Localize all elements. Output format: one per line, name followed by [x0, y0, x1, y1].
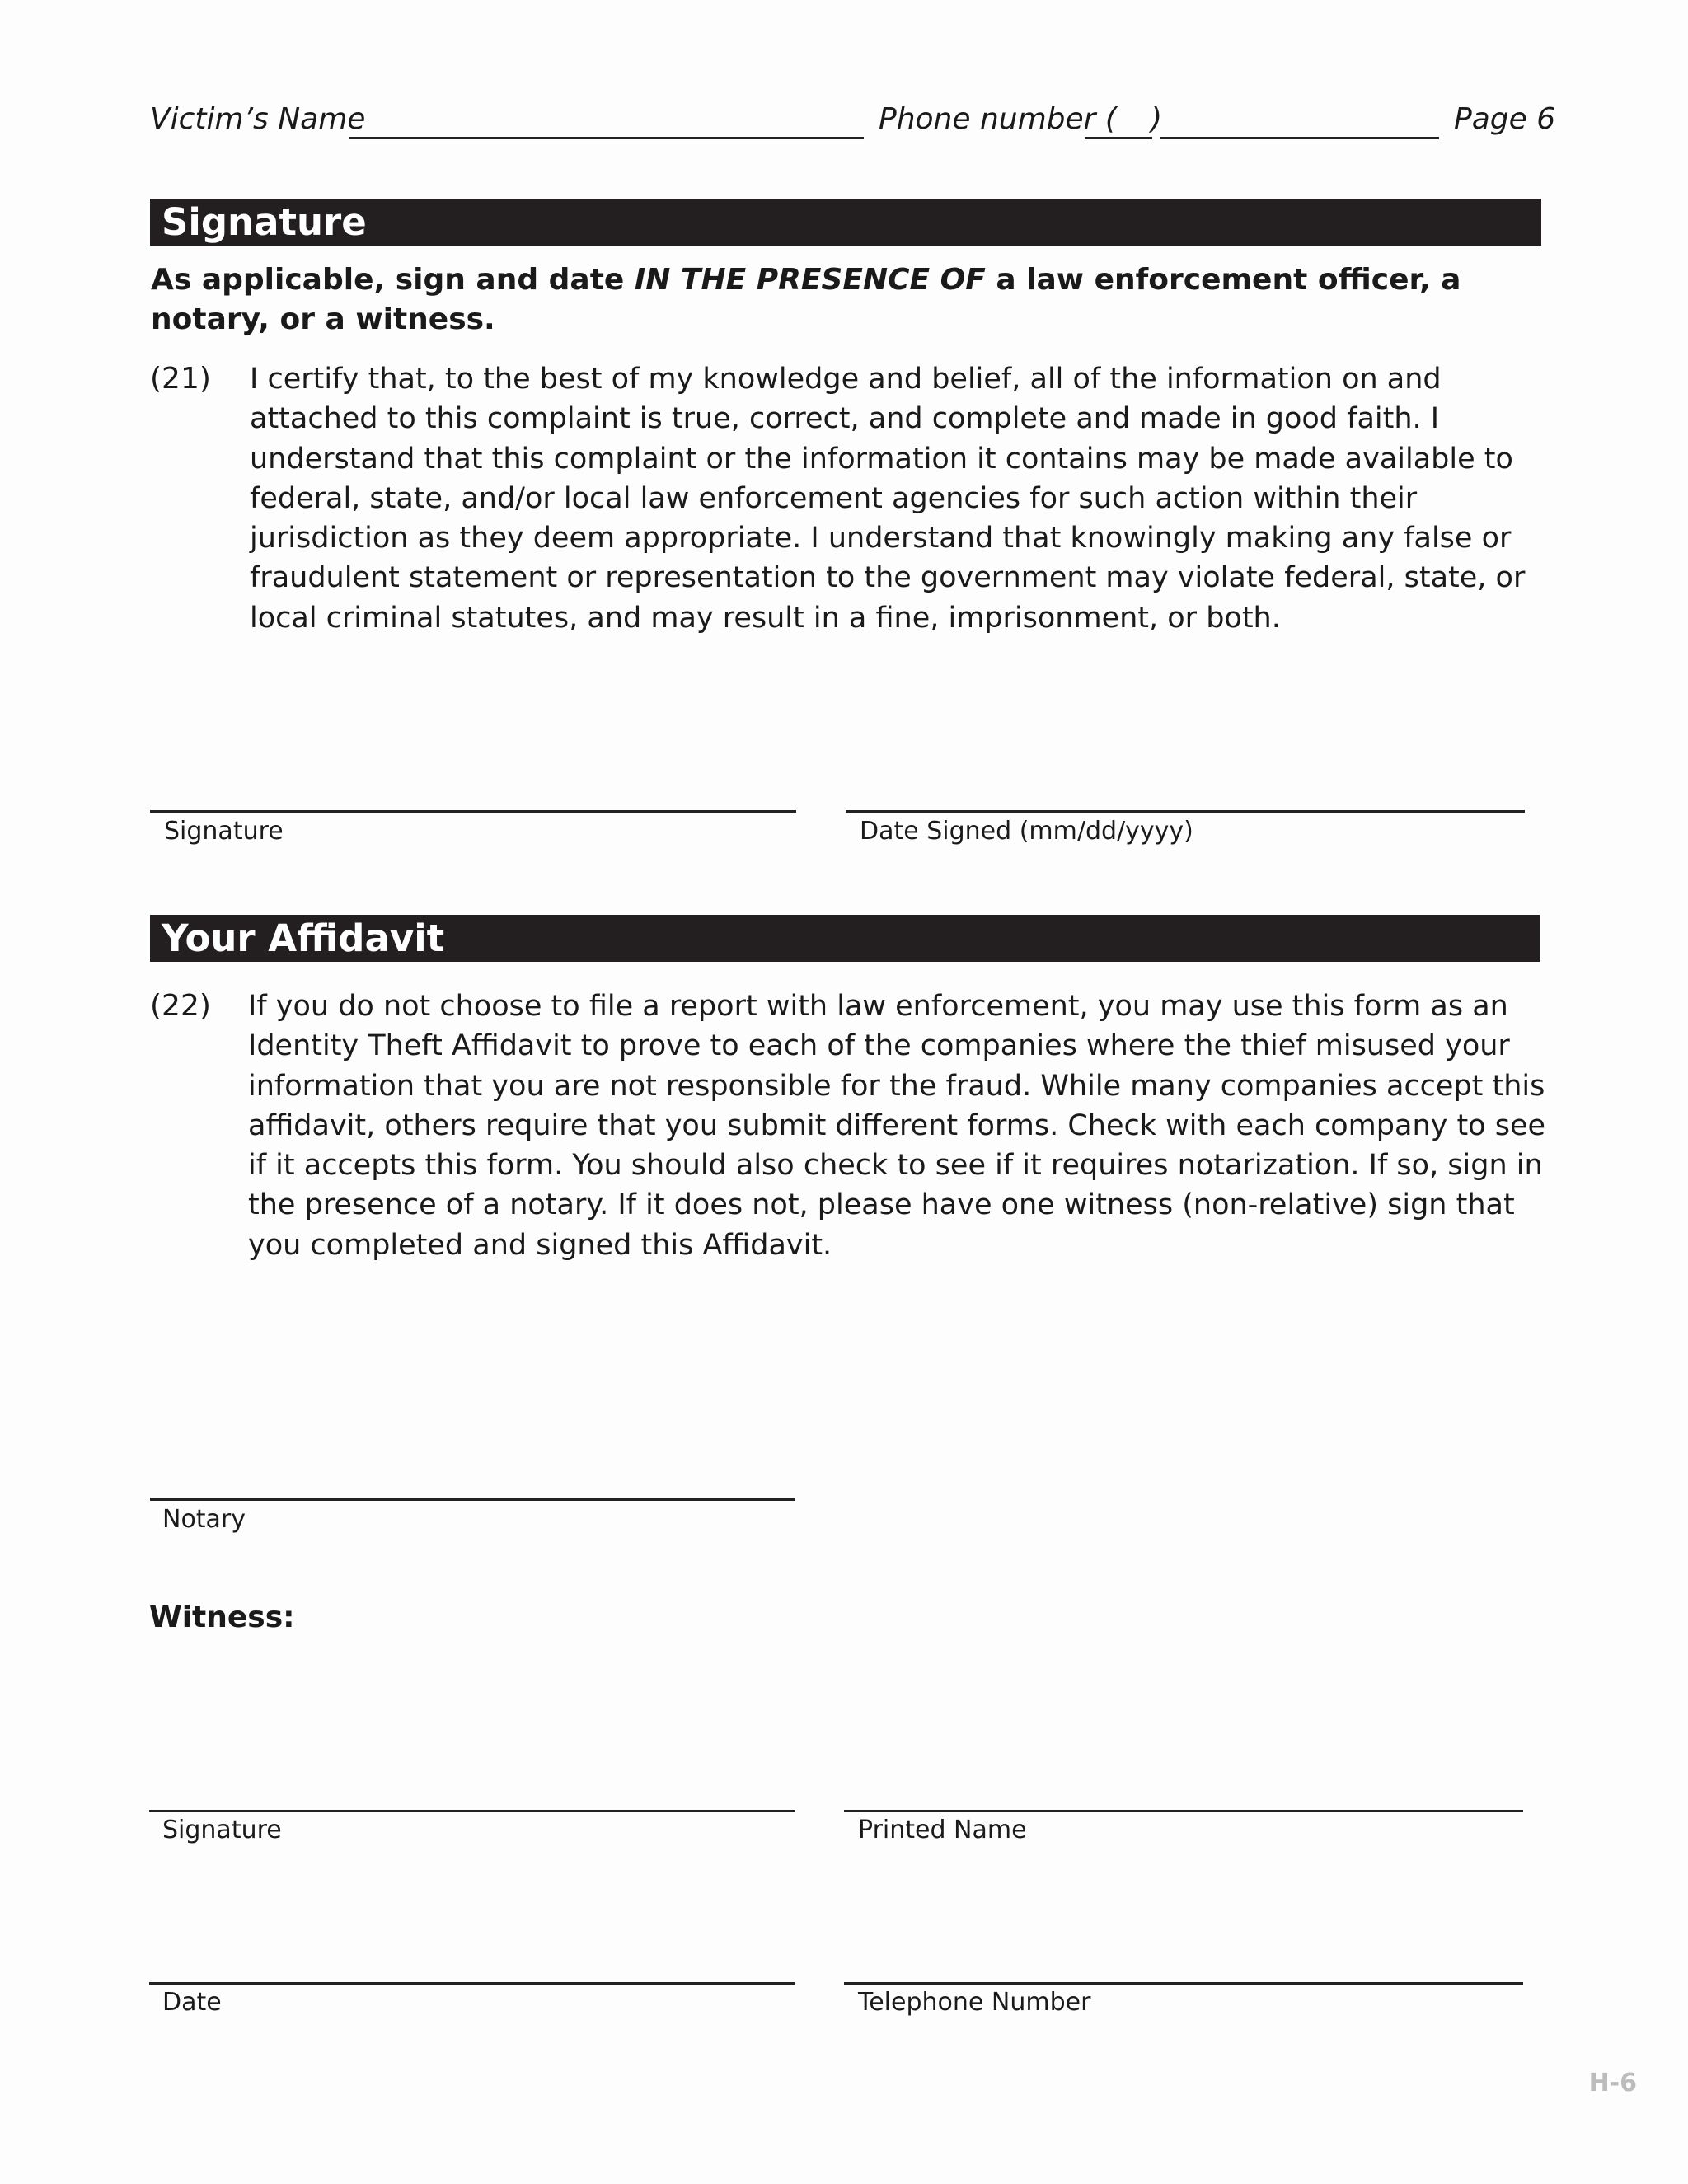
instruction-pre: As applicable, sign and date [151, 263, 635, 297]
witness-date-label: Date [162, 1988, 222, 2017]
telephone-number-label: Telephone Number [858, 1988, 1091, 2017]
date-signed-label: Date Signed (mm/dd/yyyy) [860, 817, 1193, 846]
affidavit-section-title: Your Affidavit [150, 915, 1540, 962]
victims-name-field[interactable] [349, 137, 864, 139]
instruction-emphasis: IN THE PRESENCE OF [634, 263, 986, 297]
witness-date-line[interactable] [149, 1982, 795, 1985]
notary-line[interactable] [150, 1498, 795, 1501]
item-21-text: I certify that, to the best of my knowledge and belief, all of the information on and attached to this complaint is true, correct, and complete and made in good faith. I understand that this complaint or the information it contains may be made available to federal, state, and/or local law enforcement agencies for such action within their jurisdiction as they deem appropriate. I understand that knowingly making any false or fraudulent statement or representation to the government may violate federal, state, or local criminal statutes, and may result in a fine, imprisonment, or both. [250, 363, 1526, 635]
instruction-post: a law enforcement officer, a notary, or a witness. [151, 263, 1461, 336]
notary-label: Notary [162, 1505, 246, 1534]
signature-section-title: Signature [150, 199, 1541, 246]
printed-name-label: Printed Name [858, 1816, 1027, 1844]
signature-label: Signature [164, 817, 284, 846]
printed-name-line[interactable] [844, 1810, 1523, 1812]
phone-number-field[interactable] [1160, 137, 1439, 139]
page-code: H-6 [1588, 2069, 1637, 2097]
item-21-number: (21) [150, 362, 211, 396]
item-22-number: (22) [150, 989, 211, 1023]
date-signed-line[interactable] [846, 810, 1525, 813]
phone-area-code-field[interactable] [1085, 137, 1152, 139]
phone-close-paren: ) [1151, 102, 1163, 136]
witness-signature-line[interactable] [149, 1810, 795, 1812]
item-22-text: If you do not choose to file a report with law enforcement, you may use this form as an Identity Theft Affidavit to prove to each of the companies where the thief misused your information that you are not responsible for the fraud. While many companies accept this affidavit, others require that you submit different forms. Check with each company to see if it accepts this form. You should also check to see if it requires notarization. If so, sign in the presence of a notary. If it does not, please have one witness (non-relative) sign that you completed and signed this Affidavit. [248, 990, 1546, 1262]
victims-name-label: Victim’s Name [150, 102, 366, 136]
page-label: Page 6 [1454, 102, 1556, 136]
phone-number-label: Phone number ( [879, 102, 1117, 136]
signature-instruction [151, 260, 1503, 340]
witness-heading: Witness: [149, 1601, 295, 1634]
telephone-number-line[interactable] [844, 1982, 1523, 1985]
signature-line[interactable] [150, 810, 796, 813]
witness-signature-label: Signature [162, 1816, 282, 1844]
